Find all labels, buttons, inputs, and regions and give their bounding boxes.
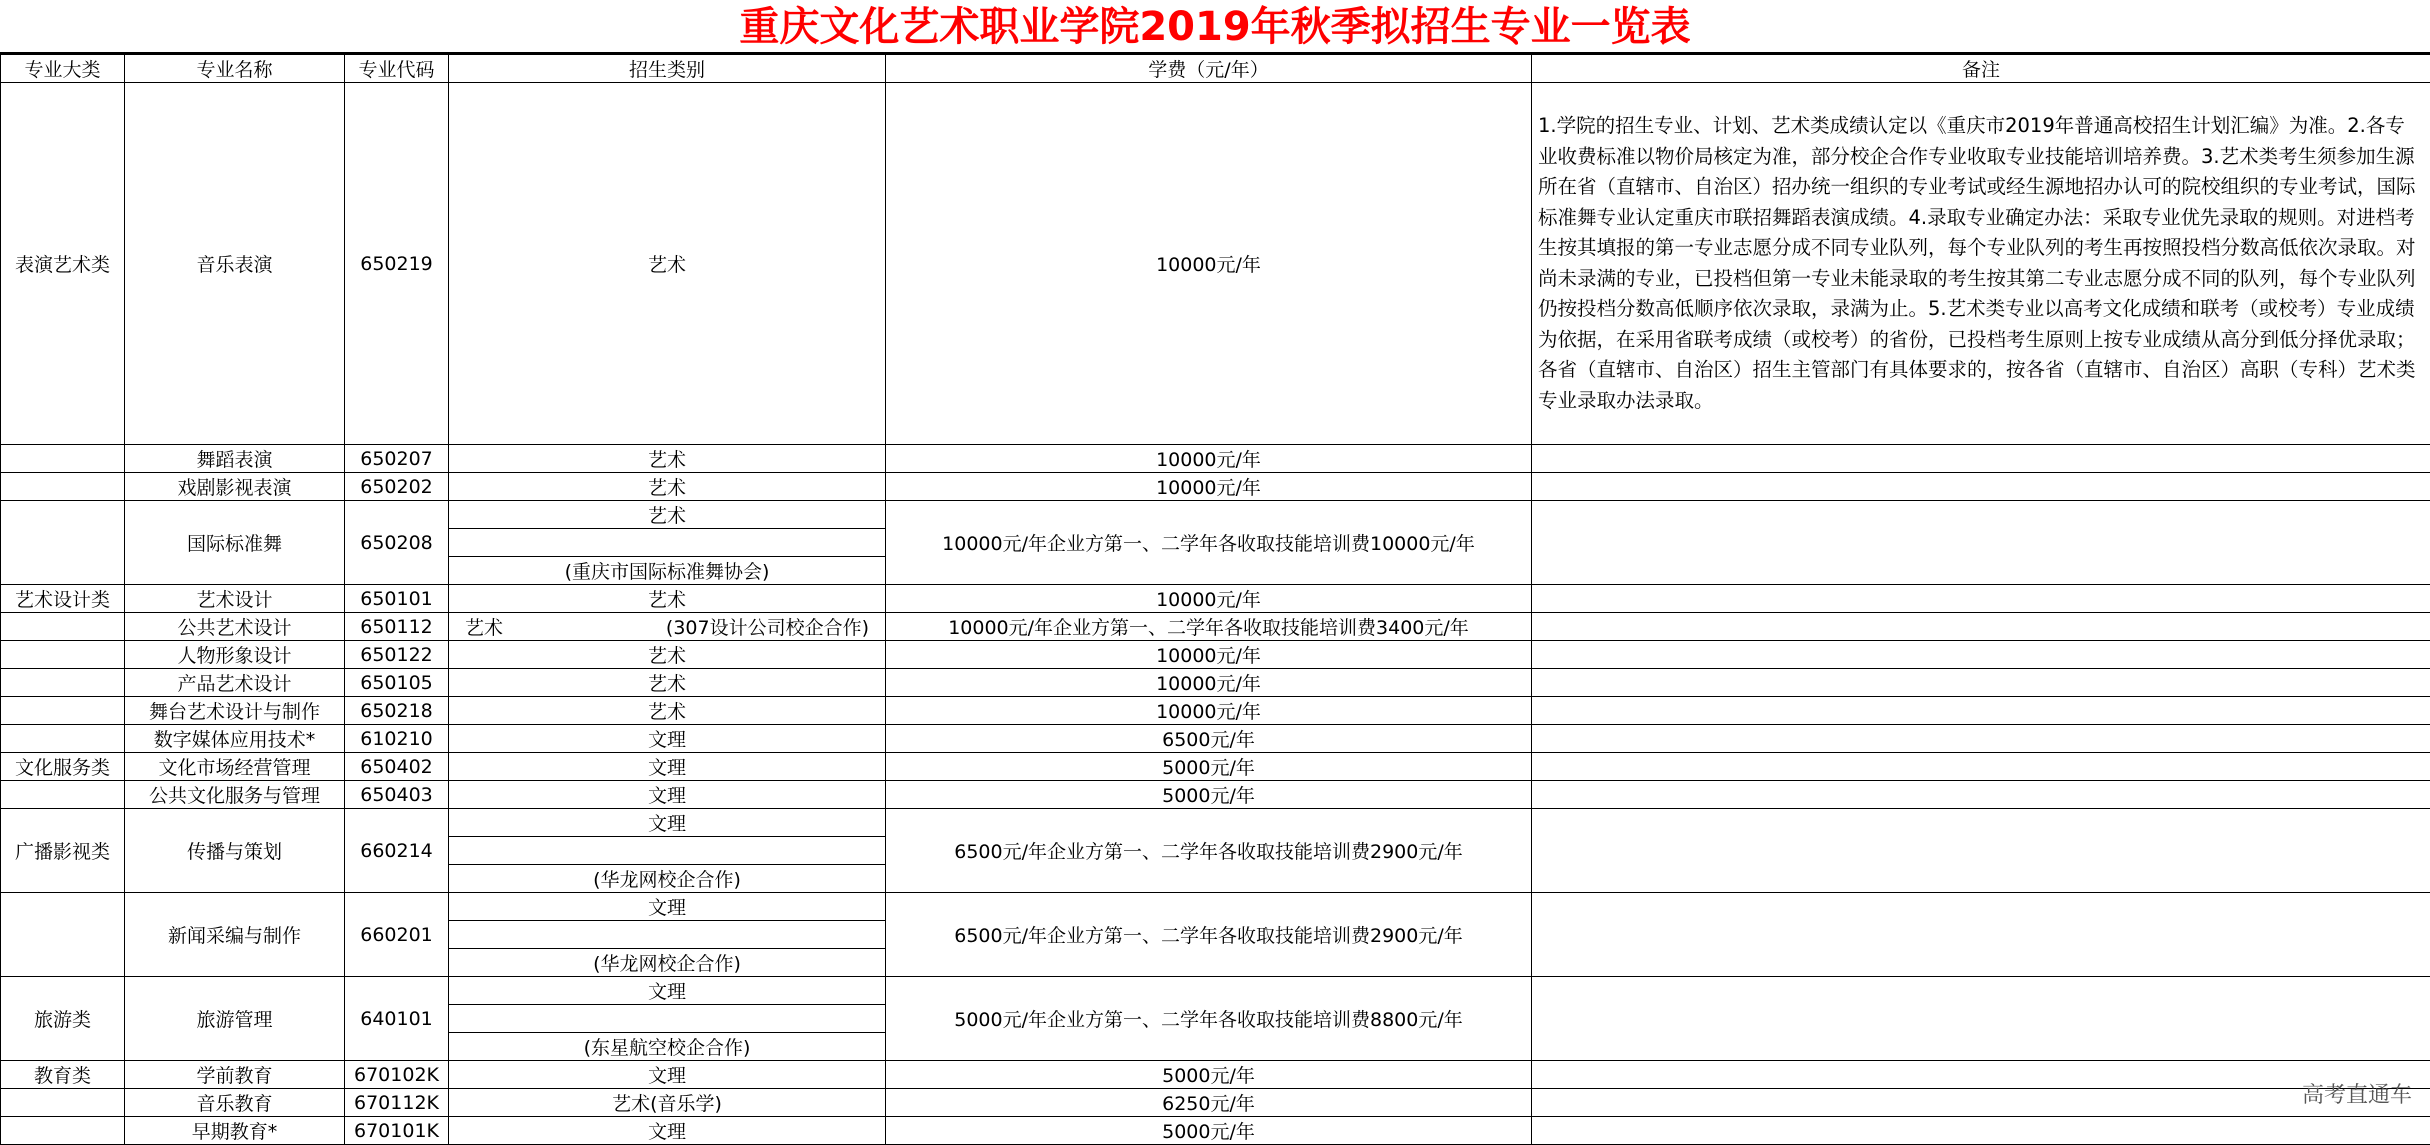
fee-cell: 10000元/年 [886, 83, 1532, 445]
major-name-cell: 音乐表演 [125, 83, 345, 445]
category-cell: 表演艺术类 [1, 83, 125, 445]
table-row [1, 473, 2430, 501]
table-row [1, 585, 2430, 613]
table-row [1, 725, 2430, 753]
major-name-cell: 产品艺术设计 [125, 669, 345, 697]
major-code-cell: 650403 [345, 781, 449, 809]
table-row [1, 641, 2430, 669]
type-cell: 文理 [449, 1061, 886, 1089]
fee-cell: 6500元/年企业方第一、二学年各收取技能培训费2900元/年 [886, 893, 1532, 977]
category-cell [1, 641, 125, 669]
note-cell [1532, 613, 2430, 641]
major-code-cell: 650202 [345, 473, 449, 501]
note-cell [1532, 1117, 2430, 1145]
major-name-cell: 新闻采编与制作 [125, 893, 345, 977]
major-name-cell: 旅游管理 [125, 977, 345, 1061]
type-cell: 艺术 [449, 83, 886, 445]
note-cell [1532, 1089, 2430, 1117]
table-row [1, 613, 2430, 641]
type-cell: 艺术 [449, 697, 886, 725]
fee-cell: 10000元/年 [886, 697, 1532, 725]
type-part: 艺术 [465, 613, 503, 640]
type-cell: (华龙网校企合作) [449, 865, 886, 893]
note-cell [1532, 893, 2430, 977]
major-name-cell: 艺术设计 [125, 585, 345, 613]
header-name: 专业名称 [125, 55, 345, 83]
major-code-cell: 670101K [345, 1117, 449, 1145]
note-cell [1532, 753, 2430, 781]
major-code-cell: 610210 [345, 725, 449, 753]
header-category: 专业大类 [1, 55, 125, 83]
note-cell [1532, 641, 2430, 669]
category-cell: 教育类 [1, 1061, 125, 1089]
type-cell: 文理 [449, 809, 886, 837]
type-cell: 文理 [449, 1117, 886, 1145]
type-cell: 艺术 [449, 641, 886, 669]
major-name-cell: 国际标准舞 [125, 501, 345, 585]
major-name-cell: 公共文化服务与管理 [125, 781, 345, 809]
category-cell: 艺术设计类 [1, 585, 125, 613]
note-cell [1532, 501, 2430, 585]
page-title: 重庆文化艺术职业学院2019年秋季拟招生专业一览表 [0, 0, 2430, 54]
table-row [1, 83, 2430, 445]
major-name-cell: 学前教育 [125, 1061, 345, 1089]
major-name-cell: 数字媒体应用技术* [125, 725, 345, 753]
type-cell [449, 921, 886, 949]
major-code-cell: 670112K [345, 1089, 449, 1117]
major-code-cell: 650208 [345, 501, 449, 585]
major-name-cell: 早期教育* [125, 1117, 345, 1145]
note-cell [1532, 669, 2430, 697]
watermark: 高考直通车 [2302, 1078, 2412, 1109]
fee-cell: 10000元/年 [886, 585, 1532, 613]
fee-cell: 6250元/年 [886, 1089, 1532, 1117]
category-cell [1, 501, 125, 585]
category-cell [1, 445, 125, 473]
fee-cell: 6500元/年企业方第一、二学年各收取技能培训费2900元/年 [886, 809, 1532, 893]
category-cell [1, 1117, 125, 1145]
major-code-cell: 650402 [345, 753, 449, 781]
major-code-cell: 670102K [345, 1061, 449, 1089]
table-row [1, 697, 2430, 725]
category-cell [1, 473, 125, 501]
note-cell [1532, 445, 2430, 473]
table-row [1, 445, 2430, 473]
type-cell: 艺术 [449, 501, 886, 529]
major-name-cell: 戏剧影视表演 [125, 473, 345, 501]
table-row [1, 893, 2430, 921]
table-row [1, 809, 2430, 837]
major-code-cell: 650112 [345, 613, 449, 641]
type-cell: 艺术 [449, 445, 886, 473]
major-name-cell: 公共艺术设计 [125, 613, 345, 641]
type-cell: 艺术(音乐学) [449, 1089, 886, 1117]
major-code-cell: 650122 [345, 641, 449, 669]
type-cell: (华龙网校企合作) [449, 949, 886, 977]
type-cell [449, 1005, 886, 1033]
fee-cell: 10000元/年 [886, 473, 1532, 501]
fee-cell: 10000元/年 [886, 669, 1532, 697]
category-cell: 广播影视类 [1, 809, 125, 893]
type-cell: (重庆市国际标准舞协会) [449, 557, 886, 585]
type-cell: 艺术 [449, 585, 886, 613]
type-cell [449, 613, 886, 641]
category-cell: 文化服务类 [1, 753, 125, 781]
type-cell: 文理 [449, 977, 886, 1005]
note-cell [1532, 781, 2430, 809]
note-cell [1532, 585, 2430, 613]
header-row [1, 55, 2430, 83]
category-cell [1, 725, 125, 753]
major-name-cell: 传播与策划 [125, 809, 345, 893]
major-name-cell: 音乐教育 [125, 1089, 345, 1117]
type-cell: (东星航空校企合作) [449, 1033, 886, 1061]
fee-cell: 10000元/年 [886, 445, 1532, 473]
majors-table [0, 54, 2430, 1145]
table-row [1, 501, 2430, 529]
table-row [1, 977, 2430, 1005]
fee-cell: 10000元/年 [886, 641, 1532, 669]
major-name-cell: 舞台艺术设计与制作 [125, 697, 345, 725]
fee-cell: 6500元/年 [886, 725, 1532, 753]
category-cell [1, 781, 125, 809]
type-cell: 艺术 [449, 669, 886, 697]
header-fee: 学费（元/年） [886, 55, 1532, 83]
note-cell [1532, 977, 2430, 1061]
note-cell [1532, 473, 2430, 501]
major-code-cell: 640101 [345, 977, 449, 1061]
category-cell [1, 669, 125, 697]
note-cell [1532, 697, 2430, 725]
type-cell [449, 837, 886, 865]
major-code-cell: 660214 [345, 809, 449, 893]
major-name-cell: 文化市场经营管理 [125, 753, 345, 781]
major-name-cell: 人物形象设计 [125, 641, 345, 669]
table-row [1, 1117, 2430, 1145]
header-note: 备注 [1532, 55, 2430, 83]
fee-cell: 5000元/年企业方第一、二学年各收取技能培训费8800元/年 [886, 977, 1532, 1061]
header-type: 招生类别 [449, 55, 886, 83]
table-row [1, 1061, 2430, 1089]
fee-cell: 10000元/年企业方第一、二学年各收取技能培训费10000元/年 [886, 501, 1532, 585]
fee-cell: 5000元/年 [886, 781, 1532, 809]
major-code-cell: 650101 [345, 585, 449, 613]
category-cell [1, 697, 125, 725]
fee-cell: 5000元/年 [886, 753, 1532, 781]
header-code: 专业代码 [345, 55, 449, 83]
table-row [1, 1089, 2430, 1117]
major-code-cell: 650218 [345, 697, 449, 725]
major-code-cell: 660201 [345, 893, 449, 977]
category-cell: 旅游类 [1, 977, 125, 1061]
note-cell [1532, 1061, 2430, 1089]
type-cell: 文理 [449, 725, 886, 753]
category-cell [1, 1089, 125, 1117]
category-cell [1, 893, 125, 977]
fee-cell: 10000元/年企业方第一、二学年各收取技能培训费3400元/年 [886, 613, 1532, 641]
fee-cell: 5000元/年 [886, 1117, 1532, 1145]
type-cell: 艺术 [449, 473, 886, 501]
major-name-cell: 舞蹈表演 [125, 445, 345, 473]
type-part: (307设计公司校企合作) [666, 613, 869, 640]
note-cell [1532, 725, 2430, 753]
major-code-cell: 650105 [345, 669, 449, 697]
table-row [1, 781, 2430, 809]
fee-cell: 5000元/年 [886, 1061, 1532, 1089]
type-cell: 文理 [449, 781, 886, 809]
type-cell: 文理 [449, 753, 886, 781]
type-cell: 文理 [449, 893, 886, 921]
type-cell [449, 529, 886, 557]
table-row [1, 753, 2430, 781]
note-cell: 1.学院的招生专业、计划、艺术类成绩认定以《重庆市2019年普通高校招生计划汇编》为准。2.各专业收费标准以物价局核定为准，部分校企合作专业收取专业技能培训培养费。3.艺术类考生须参加生源所在省（直辖市、自治区）招办统一组织的专业考试或经生源地招办认可的院校组织的专业考试，国际标准舞专业认定重庆市联招舞蹈表演成绩。4.录取专业确定办法：采取专业优先录取的规则。对进档考生按其填报的第一专业志愿分成不同专业队列，每个专业队列的考生再按照投档分数高低依次录取。对尚未录满的专业，已投档但第一专业未能录取的考生按其第二专业志愿分成不同的队列，每个专业队列仍按投档分数高低顺序依次录取，录满为止。5.艺术类专业以高考文化成绩和联考（或校考）专业成绩为依据，在采用省联考成绩（或校考）的省份，已投档考生原则上按专业成绩从高分到低分择优录取；各省（直辖市、自治区）招生主管部门有具体要求的，按各省（直辖市、自治区）高职（专科）艺术类专业录取办法录取。 [1532, 83, 2430, 445]
major-code-cell: 650219 [345, 83, 449, 445]
table-row [1, 669, 2430, 697]
note-cell [1532, 809, 2430, 893]
major-code-cell: 650207 [345, 445, 449, 473]
category-cell [1, 613, 125, 641]
